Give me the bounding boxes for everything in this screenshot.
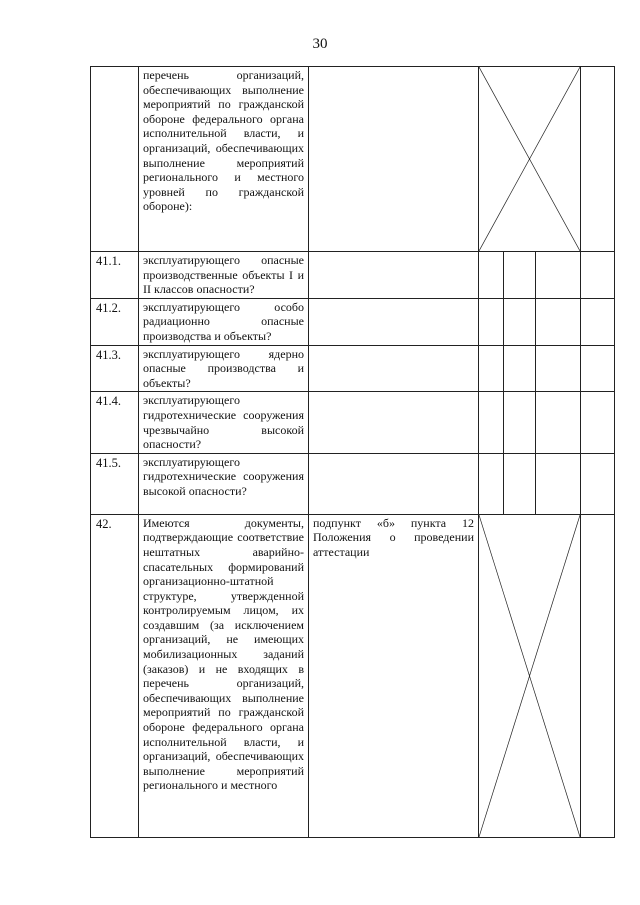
answer-yes-cell[interactable] [479,453,504,514]
item-reference [309,252,479,299]
comment-cell[interactable] [581,514,615,837]
item-description: эксплуатирующего особо радиационно опасные производства и объекты? [139,298,309,345]
answer-na-cell[interactable] [536,298,581,345]
table-row [91,67,615,252]
item-reference [309,298,479,345]
comment-cell[interactable] [581,67,615,252]
page-number: 30 [312,36,328,52]
cross-mark [479,515,580,837]
item-description: эксплуатирующего опасные производственные объекты I и II классов опасности? [139,252,309,299]
answer-yes-cell[interactable] [479,298,504,345]
item-number: 42. [91,514,139,837]
item-number: 41.1. [91,252,139,299]
answer-no-cell[interactable] [504,298,536,345]
cross-mark [479,67,580,251]
answer-na-cell[interactable] [536,453,581,514]
item-description: эксплуатирующего гидротехнические сооружения высокой опасности? [139,453,309,514]
crossed-out-cell [479,67,581,252]
answer-no-cell[interactable] [504,252,536,299]
item-description: Имеются документы, подтверждающие соответствие нештатных аварийно-спасательных формирований организационно-штатной структуре, утвержденной контролируемым лицом, их создавшим (за исключением организаций, не имеющих мобилизационных заданий (заказов) и не входящих в перечень организаций, обеспечивающих выполнение мероприятий по гражданской обороне федерального органа исполнительной власти, и организаций, обеспечивающих выполнение мероприятий регионального и местного [139,514,309,837]
comment-cell[interactable] [581,392,615,453]
comment-cell[interactable] [581,345,615,392]
item-reference: подпункт «б» пункта 12 Положения о проведении аттестации [309,514,479,837]
table-row [91,514,615,837]
answer-no-cell[interactable] [504,345,536,392]
item-description: эксплуатирующего гидротехнические сооружения чрезвычайно высокой опасности? [139,392,309,453]
crossed-out-cell [479,514,581,837]
item-reference [309,453,479,514]
comment-cell[interactable] [581,298,615,345]
checklist-table [90,66,615,838]
item-number: 41.2. [91,298,139,345]
item-number: 41.4. [91,392,139,453]
table-row [91,345,615,392]
comment-cell[interactable] [581,453,615,514]
table-row [91,252,615,299]
answer-na-cell[interactable] [536,252,581,299]
comment-cell[interactable] [581,252,615,299]
answer-yes-cell[interactable] [479,345,504,392]
item-number: 41.3. [91,345,139,392]
answer-yes-cell[interactable] [479,392,504,453]
item-number: 41.5. [91,453,139,514]
table-row [91,453,615,514]
answer-no-cell[interactable] [504,392,536,453]
item-reference [309,392,479,453]
answer-yes-cell[interactable] [479,252,504,299]
answer-na-cell[interactable] [536,392,581,453]
table-row [91,392,615,453]
item-reference [309,67,479,252]
answer-na-cell[interactable] [536,345,581,392]
answer-no-cell[interactable] [504,453,536,514]
item-reference [309,345,479,392]
table-row [91,298,615,345]
item-description: эксплуатирующего ядерно опасные производства и объекты? [139,345,309,392]
item-description: перечень организаций, обеспечивающих выполнение мероприятий по гражданской обороне федерального органа исполнительной власти, и организаций, обеспечивающих выполнение мероприятий регионального и местного уровней по гражданской обороне): [139,67,309,252]
item-number [91,67,139,252]
